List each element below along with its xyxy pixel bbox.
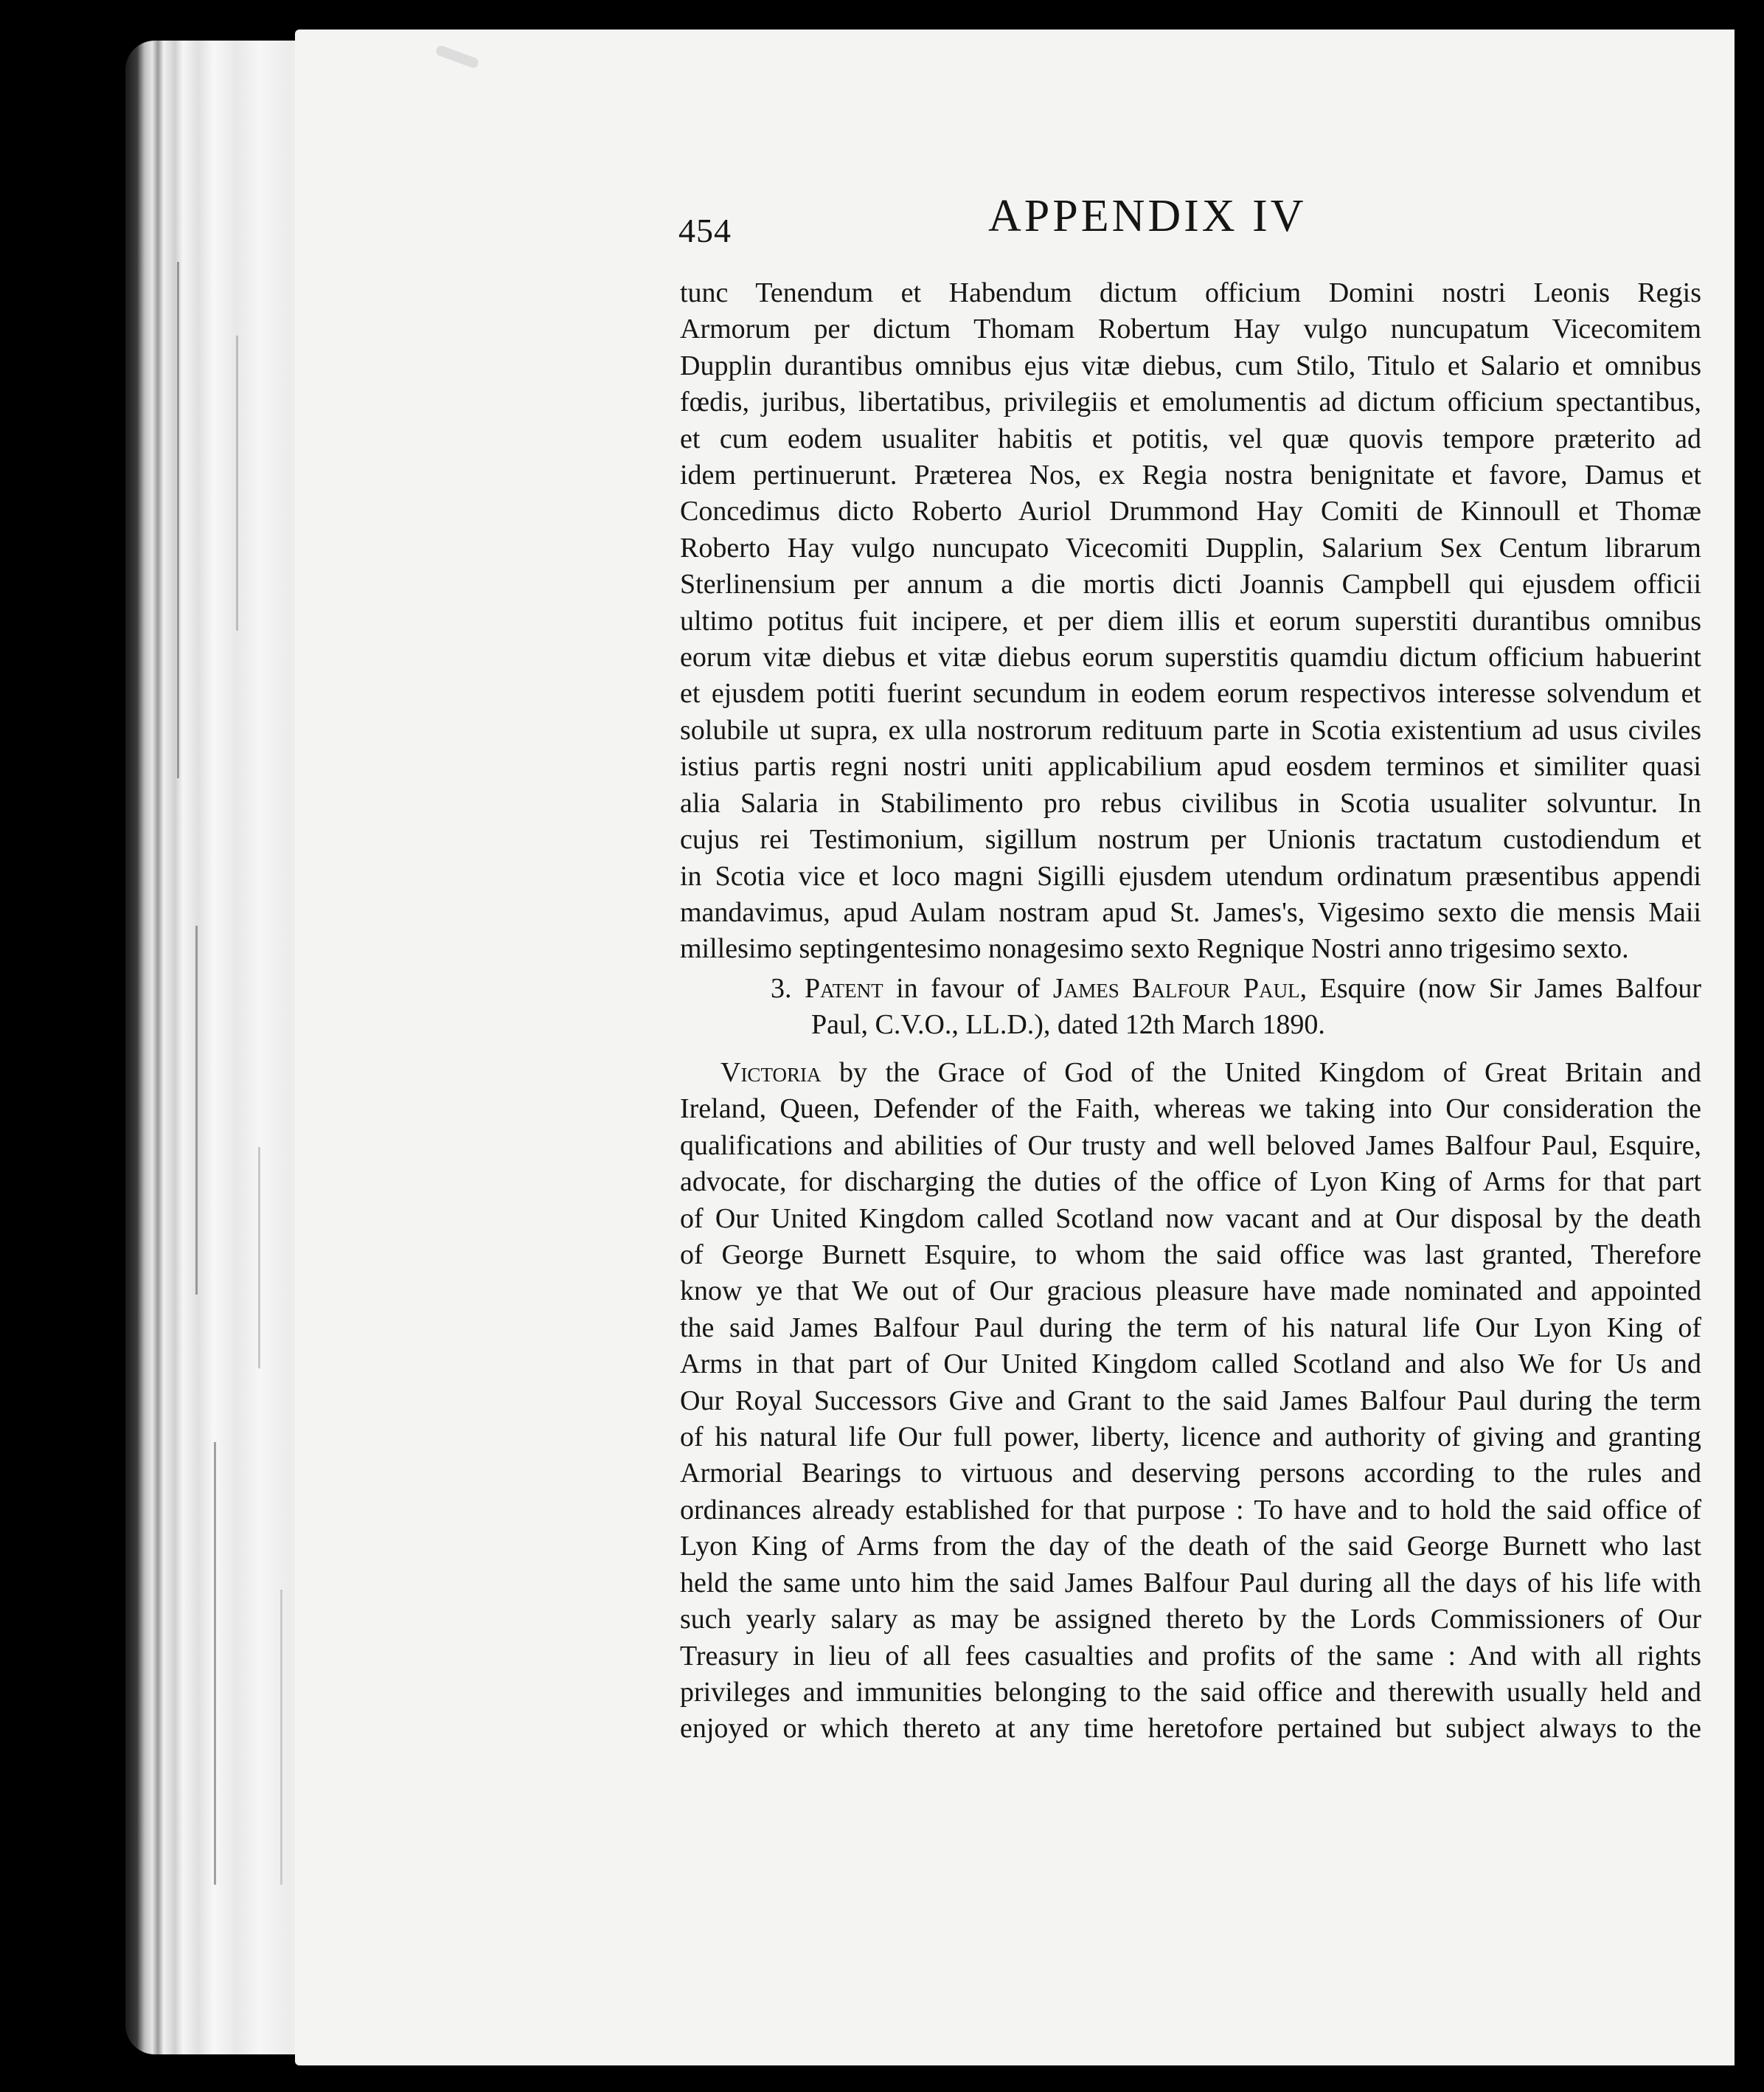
text-line: Armorial Bearings to virtuous and deserving persons according to the rules and bbox=[680, 1458, 1701, 1489]
text-line: in Scotia vice et loco magni Sigilli ejusdem utendum ordinatum præsentibus appendi bbox=[680, 860, 1701, 892]
text-line: eorum vitæ diebus et vitæ diebus eorum superstitis quamdiu dictum officium habuerint bbox=[680, 642, 1701, 673]
text-line: ordinances already established for that purpose : To have and to hold the said office of bbox=[680, 1494, 1701, 1525]
latin-paragraph bbox=[680, 275, 1701, 968]
text-line: alia Salaria in Stabilimento pro rebus civilibus in Scotia usualiter solvuntur. In bbox=[680, 787, 1701, 819]
text-line: of Our United Kingdom called Scotland now vacant and at Our disposal by the death bbox=[680, 1202, 1701, 1234]
text-line: privileges and immunities belonging to the said office and therewith usually held and bbox=[680, 1676, 1701, 1708]
heading-line-2: Paul, C.V.O., LL.D.), dated 12th March 1890. bbox=[811, 1009, 1325, 1041]
item-number: 3. bbox=[771, 973, 792, 1004]
text-line: qualifications and abilities of Our trusty and well beloved James Balfour Paul, Esquire, bbox=[680, 1129, 1701, 1161]
text-line: tunc Tenendum et Habendum dictum officium Domini nostri Leonis Regis bbox=[680, 277, 1701, 308]
text-line: istius partis regni nostri uniti applicabilium apud eosdem terminos et similiter quasi bbox=[680, 751, 1701, 783]
grantee-name: James Balfour Paul bbox=[1052, 973, 1300, 1004]
text-line: et ejusdem potiti fuerint secundum in eodem eorum respectivos interesse solvendum et bbox=[680, 678, 1701, 710]
text-line: such yearly salary as may be assigned thereto by the Lords Commissioners of Our bbox=[680, 1604, 1701, 1635]
text-line: know ye that We out of Our gracious pleasure have made nominated and appointed bbox=[680, 1275, 1701, 1307]
text-line: fœdis, juribus, libertatibus, privilegiis et emolumentis ad dictum officium spectantibus, bbox=[680, 387, 1701, 418]
text-line: of his natural life Our full power, liberty, licence and authority of giving and granting bbox=[680, 1421, 1701, 1453]
text-line: of George Burnett Esquire, to whom the said office was last granted, Therefore bbox=[680, 1239, 1701, 1271]
text-line: the said James Balfour Paul during the term of his natural life Our Lyon King of bbox=[680, 1312, 1701, 1343]
first-line-rest: by the Grace of God of the United Kingdom of Great Britain and bbox=[821, 1057, 1701, 1088]
heading-text: in favour of bbox=[883, 973, 1053, 1004]
text-line: cujus rei Testimonium, sigillum nostrum per Unionis tractatum custodiendum et bbox=[680, 824, 1701, 856]
text-line: Arms in that part of Our United Kingdom called Scotland and also We for Us and bbox=[680, 1348, 1701, 1380]
text-line: held the same unto him the said James Balfour Paul during all the days of his life with bbox=[680, 1567, 1701, 1599]
page-header bbox=[678, 190, 1700, 257]
scan-border bbox=[1735, 0, 1764, 2092]
text-line: Ireland, Queen, Defender of the Faith, whereas we taking into Our consideration the bbox=[680, 1093, 1701, 1125]
text-line: enjoyed or which thereto at any time heretofore pertained but subject always to the bbox=[680, 1713, 1701, 1745]
text-line: Concedimus dicto Roberto Auriol Drummond Hay Comiti de Kinnoull et Thomæ bbox=[680, 496, 1701, 527]
text-line: solubile ut supra, ex ulla nostrorum redituum parte in Scotia existentium ad usus civiles bbox=[680, 714, 1701, 746]
victoria-paragraph bbox=[680, 1055, 1701, 1748]
text-line: millesimo septingentesimo nonagesimo sexto Regnique Nostri anno trigesimo sexto. bbox=[680, 933, 1629, 965]
first-word: Victoria bbox=[720, 1057, 822, 1088]
heading-text: , Esquire (now Sir James Balfour bbox=[1299, 973, 1702, 1004]
patent-word: Patent bbox=[804, 973, 883, 1004]
text-line: Roberto Hay vulgo nuncupato Vicecomiti Dupplin, Salarium Sex Centum librarum bbox=[680, 532, 1701, 564]
text-line: Armorum per dictum Thomam Robertum Hay vulgo nuncupatum Vicecomitem bbox=[680, 314, 1701, 345]
text-line: mandavimus, apud Aulam nostram apud St. James's, Vigesimo sexto die mensis Maii bbox=[680, 896, 1701, 928]
page-number: 454 bbox=[678, 212, 732, 249]
text-line: ultimo potitus fuit incipere, et per diem illis et eorum superstiti durantibus omnibus bbox=[680, 605, 1701, 637]
text-line: Our Royal Successors Give and Grant to the said James Balfour Paul during the term bbox=[680, 1385, 1701, 1416]
page-edges-stack bbox=[125, 41, 317, 2054]
text-line: Sterlinensium per annum a die mortis dicti Joannis Campbell qui ejusdem officii bbox=[680, 569, 1701, 600]
text-line: Lyon King of Arms from the day of the death of the said George Burnett who last bbox=[680, 1531, 1701, 1562]
text-line: Treasury in lieu of all fees casualties and profits of the same : And with all rights bbox=[680, 1640, 1701, 1672]
text-line bbox=[680, 1055, 1701, 1091]
text-line: Dupplin durantibus omnibus ejus vitæ diebus, cum Stilo, Titulo et Salario et omnibus bbox=[680, 350, 1701, 381]
text-line: advocate, for discharging the duties of the office of Lyon King of Arms for that part bbox=[680, 1166, 1701, 1198]
text-line: idem pertinuerunt. Præterea Nos, ex Regia nostra benignitate et favore, Damus et bbox=[680, 460, 1701, 491]
running-head: APPENDIX IV bbox=[988, 191, 1307, 241]
patent-heading bbox=[771, 971, 1701, 1044]
text-line: et cum eodem usualiter habitis et potitis, vel quæ quovis tempore præterito ad bbox=[680, 423, 1701, 454]
